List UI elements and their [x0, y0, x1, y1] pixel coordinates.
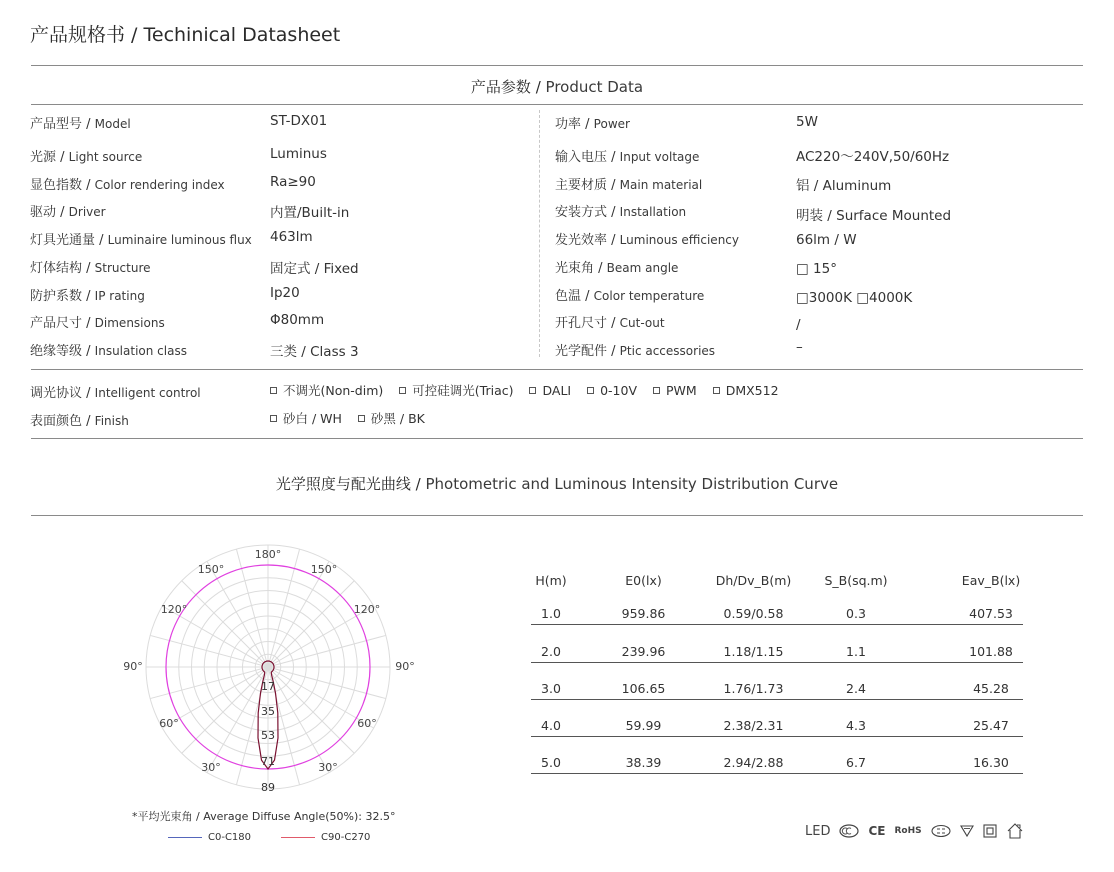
finish-label-en: Finish — [94, 414, 129, 428]
legend-item — [281, 832, 370, 843]
table-row — [531, 641, 1023, 663]
house-icon — [1006, 822, 1024, 840]
spec-label-en: Driver — [68, 205, 106, 219]
polar-grid-spoke — [207, 667, 268, 773]
option-item[interactable] — [399, 381, 513, 399]
radial-label: 53 — [261, 729, 275, 742]
spec-label-right-3: 安装方式 / Installation — [555, 205, 687, 220]
spec-value-left-0: ST-DX01 — [270, 113, 328, 129]
table-cell: 3.0 — [541, 681, 561, 696]
table-cell: 2.38/2.31 — [723, 718, 784, 733]
table-cell: 6.7 — [846, 755, 866, 770]
spec-label-cn: 灯体结构 — [30, 261, 83, 276]
spec-label-en: Cut-out — [619, 316, 665, 330]
spec-label-left-7: 产品尺寸 / Dimensions — [30, 316, 165, 331]
control-label: 调光协议 / Intelligent control — [30, 386, 201, 401]
spec-label-cn: 光束角 — [555, 261, 595, 276]
spec-label-cn: 灯具光通量 — [30, 233, 96, 248]
spec-label-left-0: 产品型号 / Model — [30, 117, 131, 132]
spec-value-right-7: / — [796, 317, 801, 333]
spec-label-cn: 色温 — [555, 289, 582, 304]
row-underline — [531, 699, 1023, 700]
class-ii-icon — [983, 824, 997, 838]
checkbox-icon[interactable] — [713, 387, 720, 394]
spec-value-left-5: 固定式 / Fixed — [270, 261, 359, 277]
angle-label: 90° — [395, 660, 415, 673]
table-cell: 45.28 — [973, 681, 1009, 696]
spec-label-en: Luminous efficiency — [619, 233, 739, 247]
spec-label-right-4: 发光效率 / Luminous efficiency — [555, 233, 739, 248]
legend-label: C0-C180 — [208, 832, 252, 843]
page-title: 产品规格书 / Techinical Datasheet — [30, 24, 341, 46]
cqc-icon — [931, 824, 951, 838]
finish-row — [0, 409, 1114, 435]
table-cell: 2.4 — [846, 681, 866, 696]
polar-grid-spoke — [268, 581, 354, 667]
spec-label-left-2: 显色指数 / Color rendering index — [30, 178, 225, 193]
checkbox-icon[interactable] — [587, 387, 594, 394]
table-cell: 59.99 — [625, 718, 662, 733]
page-title-cn: 产品规格书 — [30, 24, 126, 46]
polar-grid-spoke — [207, 561, 268, 667]
spec-label-en: Color rendering index — [94, 178, 225, 192]
row-underline — [531, 736, 1023, 737]
table-cell: 106.65 — [621, 681, 666, 696]
spec-value-right-5: □ 15° — [796, 261, 837, 277]
checkbox-icon[interactable] — [653, 387, 660, 394]
spec-label-cn: 光学配件 — [555, 344, 608, 359]
divider-top — [31, 65, 1083, 66]
spec-value-right-0: 5W — [796, 114, 818, 130]
spec-label-right-2: 主要材质 / Main material — [555, 178, 703, 193]
spec-label-en: Structure — [94, 261, 151, 275]
angle-label: 150° — [197, 563, 225, 576]
table-row — [531, 678, 1023, 700]
spec-label-cn: 发光效率 — [555, 233, 608, 248]
option-label: PWM — [666, 382, 697, 398]
spec-label-right-0: 功率 / Power — [555, 117, 630, 132]
option-label: DMX512 — [725, 382, 779, 398]
checkbox-icon[interactable] — [529, 387, 536, 394]
polar-grid-spoke — [182, 667, 268, 753]
photometric-heading-en: Photometric and Luminous Intensity Distribution Curve — [425, 475, 839, 493]
spec-label-en: Dimensions — [94, 316, 165, 330]
product-data-heading-cn: 产品参数 — [470, 78, 531, 96]
spec-label-cn: 产品尺寸 — [30, 316, 83, 331]
spec-value-right-6: □3000K □4000K — [796, 290, 913, 306]
spec-value-right-8: – — [796, 339, 803, 355]
table-cell: 2.94/2.88 — [723, 755, 784, 770]
spec-label-en: Ptic accessories — [619, 344, 716, 358]
table-row — [531, 715, 1023, 737]
checkbox-icon[interactable] — [358, 415, 365, 422]
angle-label: 60° — [357, 717, 377, 730]
angle-label: 30° — [318, 761, 338, 774]
polar-grid-spoke — [268, 561, 329, 667]
certification-marks — [805, 822, 1024, 840]
control-label-cn: 调光协议 — [30, 386, 83, 401]
finish-options — [270, 409, 425, 427]
spec-label-cn: 输入电压 — [555, 150, 608, 165]
spec-label-cn: 绝缘等级 — [30, 344, 83, 359]
table-cell: 2.0 — [541, 644, 561, 659]
option-item[interactable] — [529, 381, 571, 399]
spec-value-right-3: 明装 / Surface Mounted — [796, 208, 952, 224]
table-cell: 1.1 — [846, 644, 866, 659]
spec-label-left-1: 光源 / Light source — [30, 150, 143, 165]
spec-label-left-3: 驱动 / Driver — [30, 205, 106, 220]
spec-label-en: Light source — [68, 150, 143, 164]
spec-label-cn: 光源 — [30, 150, 57, 165]
column-header: E0(lx) — [625, 573, 662, 588]
table-cell: 0.59/0.58 — [723, 606, 784, 621]
table-cell: 959.86 — [621, 606, 666, 621]
radial-label: 17 — [261, 680, 275, 693]
control-row — [0, 381, 1114, 407]
spec-label-cn: 防护系数 — [30, 289, 83, 304]
table-cell: 4.0 — [541, 718, 561, 733]
option-label: 0-10V — [600, 382, 638, 398]
spec-value-left-3: 内置/Built-in — [270, 205, 350, 221]
table-cell: 16.30 — [973, 755, 1009, 770]
divider-product-data — [31, 104, 1083, 105]
control-label-en: Intelligent control — [94, 386, 201, 400]
spec-label-cn: 安装方式 — [555, 205, 608, 220]
column-header: H(m) — [535, 573, 567, 588]
spec-value-left-8: 三类 / Class 3 — [270, 344, 359, 360]
spec-label-en: Beam angle — [606, 261, 679, 275]
control-options — [270, 381, 779, 399]
polar-grid-spoke — [268, 667, 329, 773]
legend-item — [168, 832, 251, 843]
spec-label-right-6: 色温 / Color temperature — [555, 289, 705, 304]
angle-label: 150° — [310, 563, 338, 576]
spec-label-en: IP rating — [94, 289, 145, 303]
checkbox-icon[interactable] — [270, 415, 277, 422]
option-label: 可控硅调光(Triac) — [412, 383, 514, 398]
spec-label-right-1: 输入电压 / Input voltage — [555, 150, 700, 165]
table-cell: 1.76/1.73 — [723, 681, 784, 696]
spec-value-left-7: Φ80mm — [270, 312, 325, 328]
photometric-heading: 光学照度与配光曲线 / Photometric and Luminous Intensity Distribution Curve — [275, 475, 839, 493]
column-header: Dh/Dv_B(m) — [715, 573, 792, 588]
polar-distribution-chart — [108, 540, 428, 810]
table-cell: 101.88 — [969, 644, 1013, 659]
table-cell: 407.53 — [969, 606, 1013, 621]
table-row — [531, 603, 1023, 625]
angle-label: 60° — [159, 717, 179, 730]
radial-label: 89 — [261, 781, 275, 794]
divider-finish — [31, 438, 1083, 439]
radial-label: 71 — [261, 755, 275, 768]
spec-label-en: Insulation class — [94, 344, 187, 358]
energy-icon — [960, 824, 974, 838]
spec-label-cn: 开孔尺寸 — [555, 316, 608, 331]
polar-grid-spoke — [182, 581, 268, 667]
spec-label-left-4: 灯具光通量 / Luminaire luminous flux — [30, 233, 252, 248]
spec-label-right-7: 开孔尺寸 / Cut-out — [555, 316, 665, 331]
product-data-heading: 产品参数 / Product Data — [470, 78, 644, 96]
spec-label-cn: 功率 — [555, 117, 582, 132]
spec-value-left-1: Luminus — [270, 146, 327, 162]
page-title-en: Techinical Datasheet — [143, 24, 341, 46]
ccc-icon — [839, 824, 859, 838]
option-label: 不调光(Non-dim) — [283, 383, 384, 398]
angle-label: 120° — [353, 603, 381, 616]
angle-label: 120° — [160, 603, 188, 616]
divider-photometric — [31, 515, 1083, 516]
finish-label-cn: 表面颜色 — [30, 414, 83, 429]
spec-label-right-8: 光学配件 / Ptic accessories — [555, 344, 716, 359]
spec-column-divider — [539, 110, 540, 357]
spec-value-right-2: 铝 / Aluminum — [796, 178, 892, 194]
table-cell: 239.96 — [621, 644, 666, 659]
column-header: Eav_B(lx) — [961, 573, 1021, 588]
spec-label-en: Power — [593, 117, 630, 131]
row-underline — [531, 624, 1023, 625]
table-cell: 1.0 — [541, 606, 561, 621]
spec-label-cn: 产品型号 — [30, 117, 83, 132]
photometric-heading-cn: 光学照度与配光曲线 — [275, 475, 411, 493]
option-item[interactable] — [270, 409, 342, 427]
table-cell: 4.3 — [846, 718, 866, 733]
spec-label-left-6: 防护系数 / IP rating — [30, 289, 145, 304]
table-cell: 38.39 — [625, 755, 662, 770]
spec-label-right-5: 光束角 / Beam angle — [555, 261, 679, 276]
angle-label: 180° — [254, 548, 282, 561]
checkbox-icon[interactable] — [270, 387, 277, 394]
option-item[interactable] — [653, 381, 697, 399]
legend-swatch — [168, 837, 202, 838]
divider-options — [31, 369, 1083, 370]
spec-label-cn: 显色指数 — [30, 178, 83, 193]
table-cell: 1.18/1.15 — [723, 644, 784, 659]
spec-value-left-6: Ip20 — [270, 285, 300, 301]
option-label: 砂白 / WH — [283, 411, 342, 426]
spec-value-right-1: AC220～240V,50/60Hz — [796, 149, 950, 165]
spec-label-en: Model — [94, 117, 131, 131]
column-header: S_B(sq.m) — [824, 573, 888, 588]
spec-label-en: Input voltage — [619, 150, 700, 164]
average-diffuse-angle-note: *平均光束角 / Average Diffuse Angle(50%): 32.5° — [132, 810, 396, 823]
spec-value-left-2: Ra≥90 — [270, 174, 316, 190]
spec-label-left-5: 灯体结构 / Structure — [30, 261, 151, 276]
table-header-row — [531, 570, 1023, 592]
finish-label: 表面颜色 / Finish — [30, 414, 129, 429]
option-label: 砂黑 / BK — [370, 411, 425, 426]
table-row — [531, 752, 1023, 774]
spec-label-en: Installation — [619, 205, 687, 219]
rohs-mark: RoHS — [894, 826, 922, 836]
radial-label: 35 — [261, 705, 275, 718]
polar-legend — [168, 832, 370, 843]
table-cell: 25.47 — [973, 718, 1009, 733]
angle-label: 90° — [123, 660, 143, 673]
spec-value-left-4: 463lm — [270, 229, 313, 245]
option-item[interactable] — [713, 381, 779, 399]
table-cell: 5.0 — [541, 755, 561, 770]
product-data-heading-en: Product Data — [545, 78, 644, 96]
spec-label-en: Luminaire luminous flux — [107, 233, 252, 247]
spec-value-right-4: 66lm / W — [796, 232, 857, 248]
ce-mark: CE — [868, 824, 886, 838]
spec-label-cn: 驱动 — [30, 205, 57, 220]
polar-grid-spoke — [268, 667, 354, 753]
spec-label-left-8: 绝缘等级 / Insulation class — [30, 344, 187, 359]
row-underline — [531, 773, 1023, 774]
spec-label-en: Color temperature — [593, 289, 705, 303]
spec-label-en: Main material — [619, 178, 703, 192]
row-underline — [531, 662, 1023, 663]
spec-label-cn: 主要材质 — [555, 178, 608, 193]
led-mark: LED — [805, 823, 831, 839]
table-cell: 0.3 — [846, 606, 866, 621]
option-item[interactable] — [587, 381, 637, 399]
option-item[interactable] — [270, 381, 383, 399]
angle-label: 30° — [201, 761, 221, 774]
legend-label: C90-C270 — [321, 832, 371, 843]
checkbox-icon[interactable] — [399, 387, 406, 394]
option-item[interactable] — [358, 409, 425, 427]
legend-swatch — [281, 837, 315, 838]
option-label: DALI — [542, 382, 572, 398]
